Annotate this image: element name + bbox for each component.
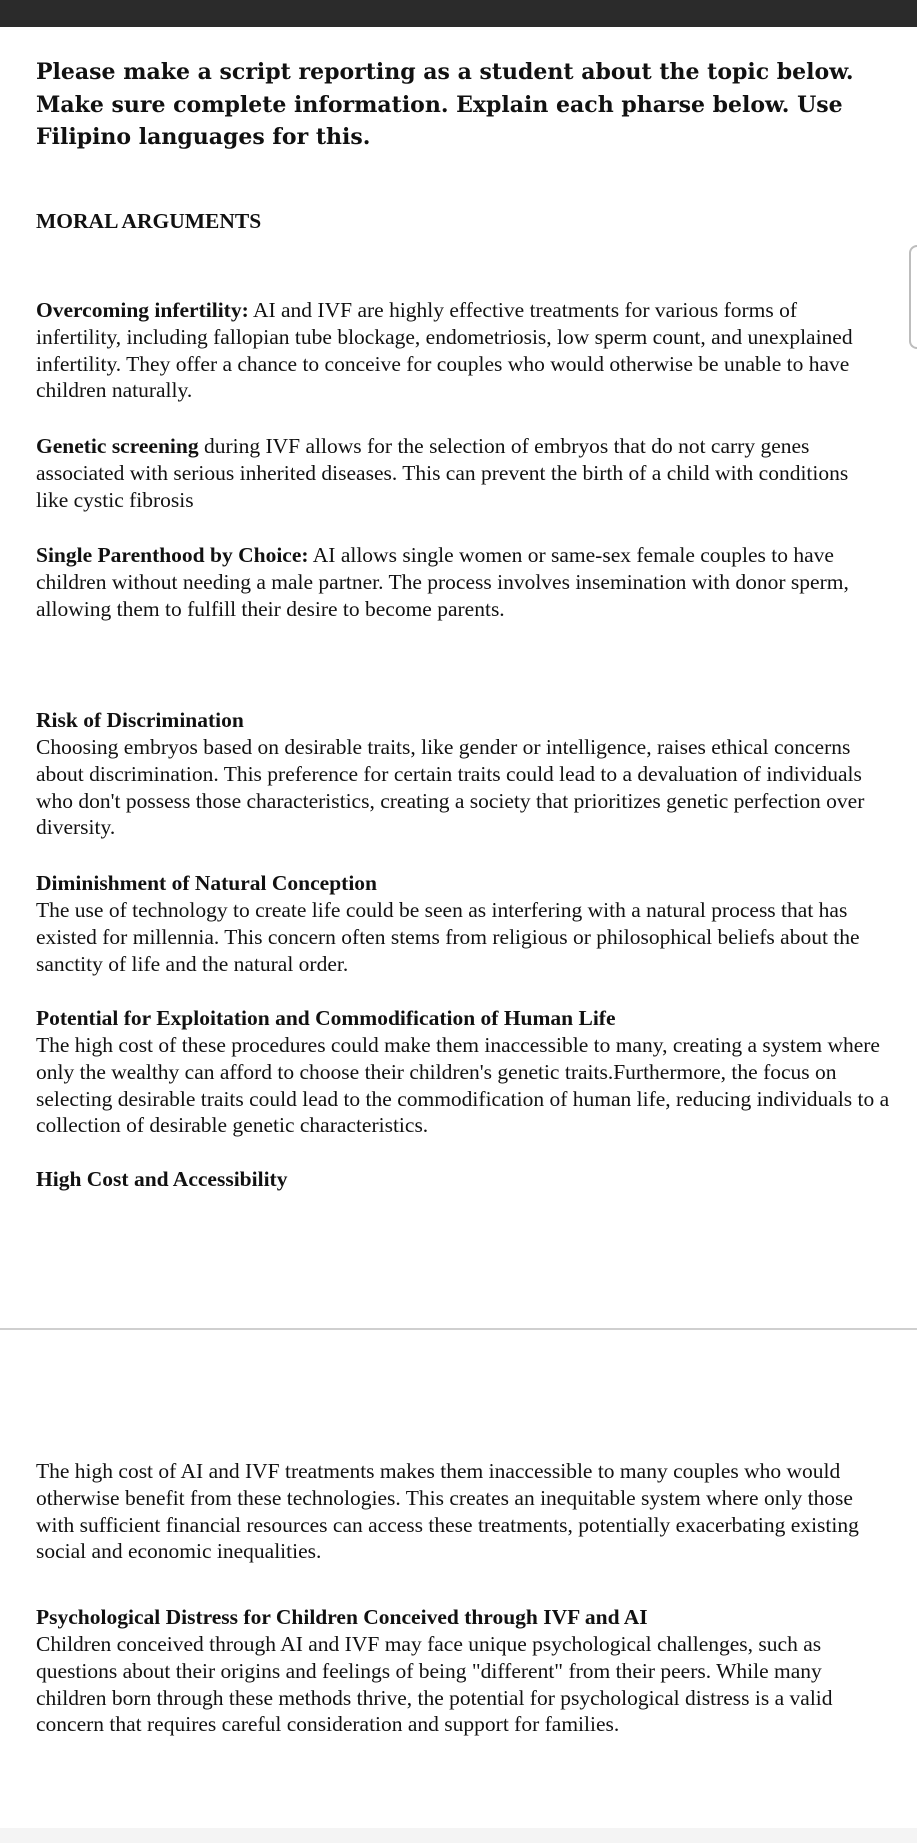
heading-high-cost: High Cost and Accessibility	[36, 1167, 288, 1191]
term-text: AI allows single women or same-sex female couples to have children without needing a male partner. The process involves insemination with donor sperm, allowing them to fulfill their desire to become parents.	[36, 543, 849, 621]
page-divider	[0, 1328, 917, 1330]
heading-exploitation: Potential for Exploitation and Commodification of Human Life	[36, 1006, 616, 1030]
term-text: AI and IVF are highly effective treatments for various forms of infertility, including fallopian tube blockage, endometriosis, low sperm count, and unexplained infertility. They offer a chance to conceive for couples who would otherwise be unable to have children naturally.	[36, 298, 853, 403]
heading-psychological-distress: Psychological Distress for Children Conceived through IVF and AI	[36, 1605, 648, 1629]
term-text: during IVF allows for the selection of embryos that do not carry genes associated with serious inherited diseases. This can prevent the birth of a child with conditions like cystic fibrosis	[36, 434, 849, 512]
prompt-text: Please make a script reporting as a student about the topic below. Make sure complete information. Explain each pharse below. Use Filipino languages for this.	[36, 59, 854, 150]
term-label: Single Parenthood by Choice:	[36, 543, 309, 567]
text-psychological-distress: Children conceived through AI and IVF may face unique psychological challenges, such as questions about their origins and feelings of being "different" from their peers. While many children born through these methods thrive, the potential for psychological distress is a valid concern that requires careful consideration and support for families.	[36, 1632, 833, 1737]
paragraph-genetic-screening	[36, 433, 876, 513]
term-label: Overcoming infertility:	[36, 298, 249, 322]
heading-natural-conception: Diminishment of Natural Conception	[36, 871, 378, 895]
top-bar	[0, 0, 917, 27]
heading-discrimination: Risk of Discrimination	[36, 708, 244, 732]
text-high-cost: The high cost of AI and IVF treatments makes them inaccessible to many couples who would otherwise benefit from these technologies. This creates an inequitable system where only those with sufficient financial resources can access these treatments, potentially exacerbating existing social and economic inequalities.	[36, 1459, 859, 1564]
paragraph-single-parenthood	[36, 542, 876, 622]
text-natural-conception: The use of technology to create life could be seen as interfering with a natural process that has existed for millennia. This concern often stems from religious or philosophical beliefs about the sanctity of life and the natural order.	[36, 898, 860, 976]
text-discrimination: Choosing embryos based on desirable traits, like gender or intelligence, raises ethical concerns about discrimination. This preference for certain traits could lead to a devaluation of individuals who don't possess those characteristics, creating a society that prioritizes genetic perfection over diversity.	[36, 735, 865, 840]
bottom-bar	[0, 1828, 917, 1843]
paragraph-infertility	[36, 297, 876, 404]
scrollbar-handle[interactable]	[909, 245, 917, 349]
section-title: MORAL ARGUMENTS	[36, 209, 262, 233]
term-label: Genetic screening	[36, 434, 199, 458]
text-exploitation: The high cost of these procedures could make them inaccessible to many, creating a system where only the wealthy can afford to choose their children's genetic traits.Furthermore, the focus on selecting desirable traits could lead to the commodification of human life, reducing individuals to a collection of desirable genetic characteristics.	[36, 1033, 890, 1138]
